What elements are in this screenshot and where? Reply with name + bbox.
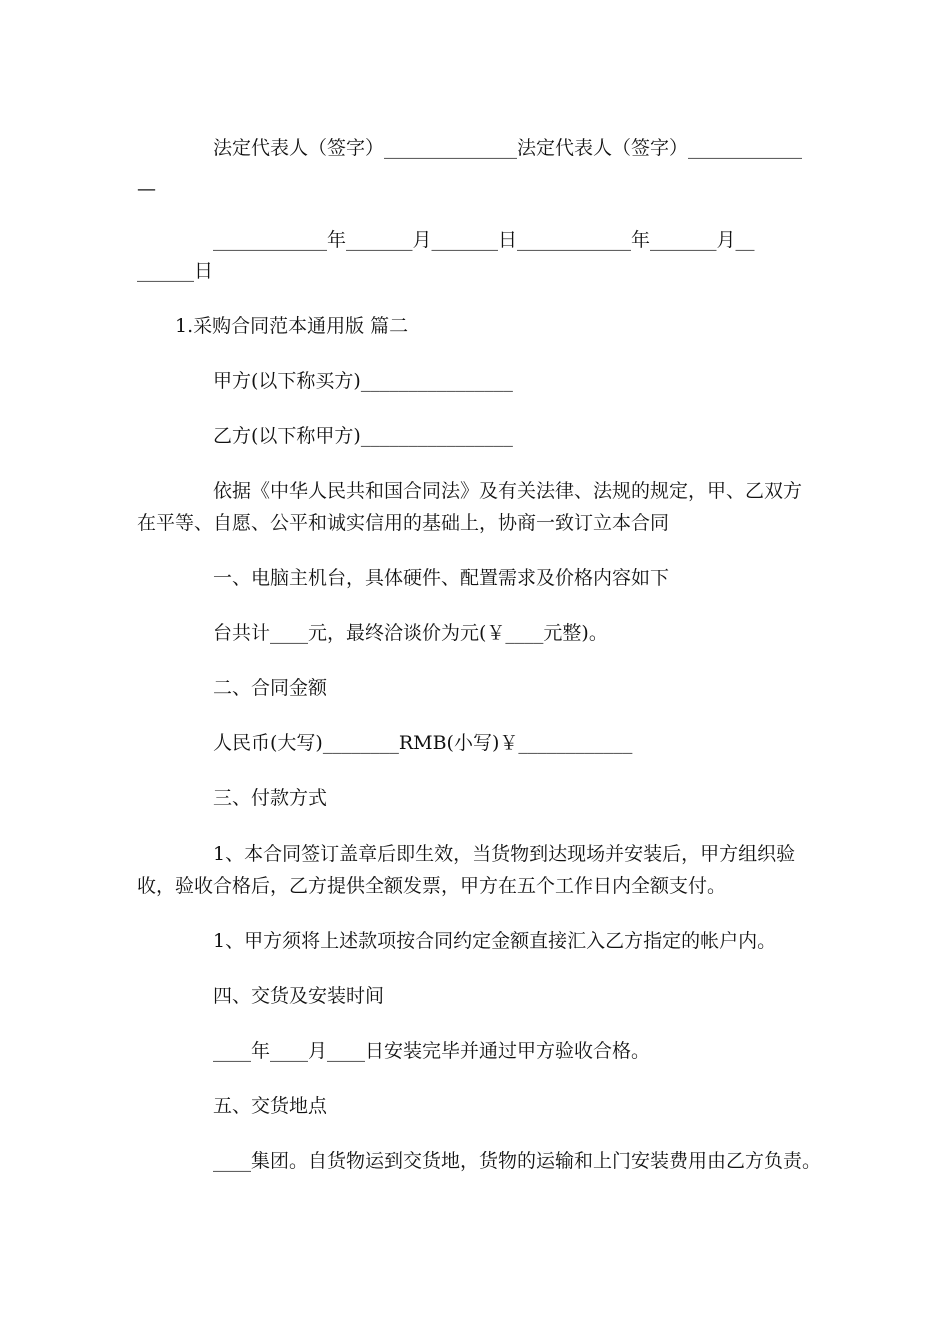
signature-line: 法定代表人（签字）______________法定代表人（签字）____________	[213, 137, 803, 159]
clause-heading: 二、合同金额	[213, 677, 328, 699]
party-b-line: 乙方(以下称甲方)________________	[213, 425, 513, 447]
paragraph-line: 1、甲方须将上述款项按合同约定金额直接汇入乙方指定的帐户内。	[213, 930, 777, 952]
clause-heading: 五、交货地点	[213, 1095, 328, 1117]
date-line: ____________年_______月_______日____________年_______月__	[213, 229, 755, 251]
clause-heading: 三、付款方式	[213, 787, 328, 809]
paragraph-line: ____集团。自货物运到交货地，货物的运输和上门安装费用由乙方负责。	[213, 1150, 822, 1172]
paragraph-line: 1、本合同签订盖章后即生效，当货物到达现场并安装后，甲方组织验	[213, 843, 796, 865]
signature-line-wrap: —	[137, 178, 156, 200]
paragraph-line: 人民币(大写)________RMB(小写)￥____________	[213, 732, 633, 754]
paragraph-line: 收，验收合格后，乙方提供全额发票，甲方在五个工作日内全额支付。	[137, 875, 727, 897]
section-heading: 1.采购合同范本通用版 篇二	[175, 315, 409, 337]
clause-heading: 四、交货及安装时间	[213, 985, 385, 1007]
clause-heading: 一、电脑主机台，具体硬件、配置需求及价格内容如下	[213, 567, 670, 589]
paragraph-line: 依据《中华人民共和国合同法》及有关法律、法规的规定，甲、乙双方	[213, 480, 803, 502]
paragraph-line: 台共计____元，最终洽谈价为元(￥____元整)。	[213, 622, 608, 644]
paragraph-line: 在平等、自愿、公平和诚实信用的基础上，协商一致订立本合同	[137, 512, 670, 534]
party-a-line: 甲方(以下称买方)________________	[213, 370, 513, 392]
date-line-wrap: ______日	[137, 260, 214, 282]
paragraph-line: ____年____月____日安装完毕并通过甲方验收合格。	[213, 1040, 651, 1062]
